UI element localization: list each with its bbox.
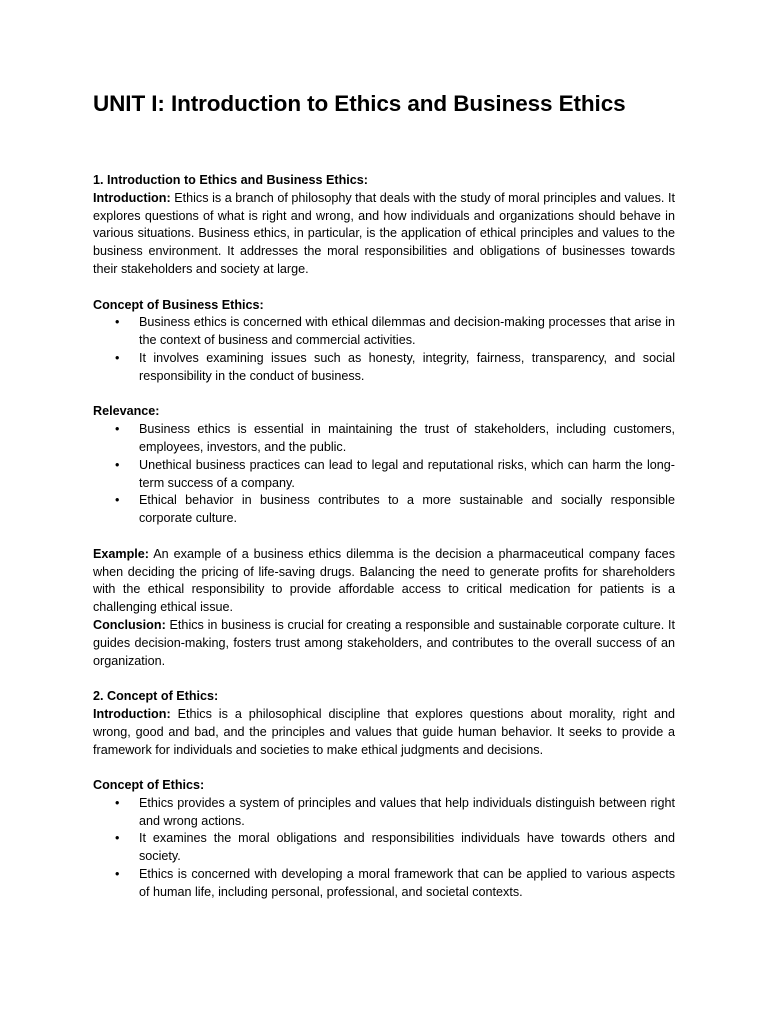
relevance-list — [93, 421, 675, 528]
example-label: Example: — [93, 546, 149, 561]
bullet-icon: • — [115, 795, 120, 810]
list-item: • Unethical business practices can lead to legal and reputational risks, which can harm the long-term success of a company. — [115, 457, 675, 490]
section-2-heading: 2. Concept of Ethics: — [93, 689, 219, 704]
relevance-heading: Relevance: — [93, 404, 160, 419]
intro-text: Ethics is a philosophical discipline that explores questions about morality, right and wrong, good and bad, and the principles and values that guide human behavior. It seeks to provide a framework for individuals and societies to make ethical judgments and decisions. — [93, 706, 675, 757]
bullet-icon: • — [115, 831, 120, 846]
bullet-icon: • — [115, 422, 120, 437]
intro-label: Introduction: — [93, 706, 171, 721]
concept-business-ethics-heading: Concept of Business Ethics: — [93, 297, 264, 312]
example-text: An example of a business ethics dilemma is the decision a pharmaceutical company faces when deciding the pricing of life-saving drugs. Balancing the need to generate profits for shareholders with the ethical responsibility to provide affordable access to critical medication for patients is a challenging ethical issue. — [93, 546, 675, 615]
conclusion-label: Conclusion: — [93, 617, 166, 632]
bullet-icon: • — [115, 315, 120, 330]
list-item: • Ethics provides a system of principles and values that help individuals distinguish between right and wrong actions. — [115, 795, 675, 828]
concept-business-ethics-list — [93, 314, 675, 385]
section-2-intro — [93, 706, 675, 759]
page-title: UNIT I: Introduction to Ethics and Business Ethics — [93, 91, 626, 116]
list-item: • It involves examining issues such as honesty, integrity, fairness, transparency, and social responsibility in the conduct of business. — [115, 350, 675, 383]
example-paragraph — [93, 546, 675, 617]
conclusion-paragraph — [93, 617, 675, 670]
section-1-heading: 1. Introduction to Ethics and Business Ethics: — [93, 173, 368, 187]
document-page — [93, 88, 675, 902]
conclusion-text: Ethics in business is crucial for creating a responsible and sustainable corporate culture. It guides decision-making, fosters trust among stakeholders, and contributes to the overall success of an organization. — [93, 617, 675, 668]
bullet-icon: • — [115, 457, 120, 472]
list-item: • Business ethics is essential in maintaining the trust of stakeholders, including customers, employees, investors, and the public. — [115, 422, 675, 454]
bullet-icon: • — [115, 867, 120, 882]
bullet-icon: • — [115, 350, 120, 365]
section-1-intro — [93, 190, 675, 279]
bullet-icon: • — [115, 493, 120, 508]
list-item: • It examines the moral obligations and responsibilities individuals have towards others and society. — [115, 831, 675, 864]
list-item: • Business ethics is concerned with ethical dilemmas and decision-making processes that arise in the context of business and commercial activities. — [115, 315, 675, 348]
list-item: • Ethical behavior in business contributes to a more sustainable and socially responsible corporate culture. — [115, 493, 675, 526]
list-item: • Ethics is concerned with developing a moral framework that can be applied to various aspects of human life, including personal, professional, and societal contexts. — [115, 867, 675, 899]
intro-text: Ethics is a branch of philosophy that deals with the study of moral principles and values. It explores questions of what is right and wrong, and how individuals and organizations should behave in various situations. Business ethics, in particular, is the application of ethical principles and values to the business environment. It addresses the moral responsibilities and obligations of businesses towards their stakeholders and society at large. — [93, 190, 675, 276]
concept-ethics-heading: Concept of Ethics: — [93, 778, 205, 793]
intro-label: Introduction: — [93, 190, 171, 205]
concept-ethics-list — [93, 795, 675, 902]
